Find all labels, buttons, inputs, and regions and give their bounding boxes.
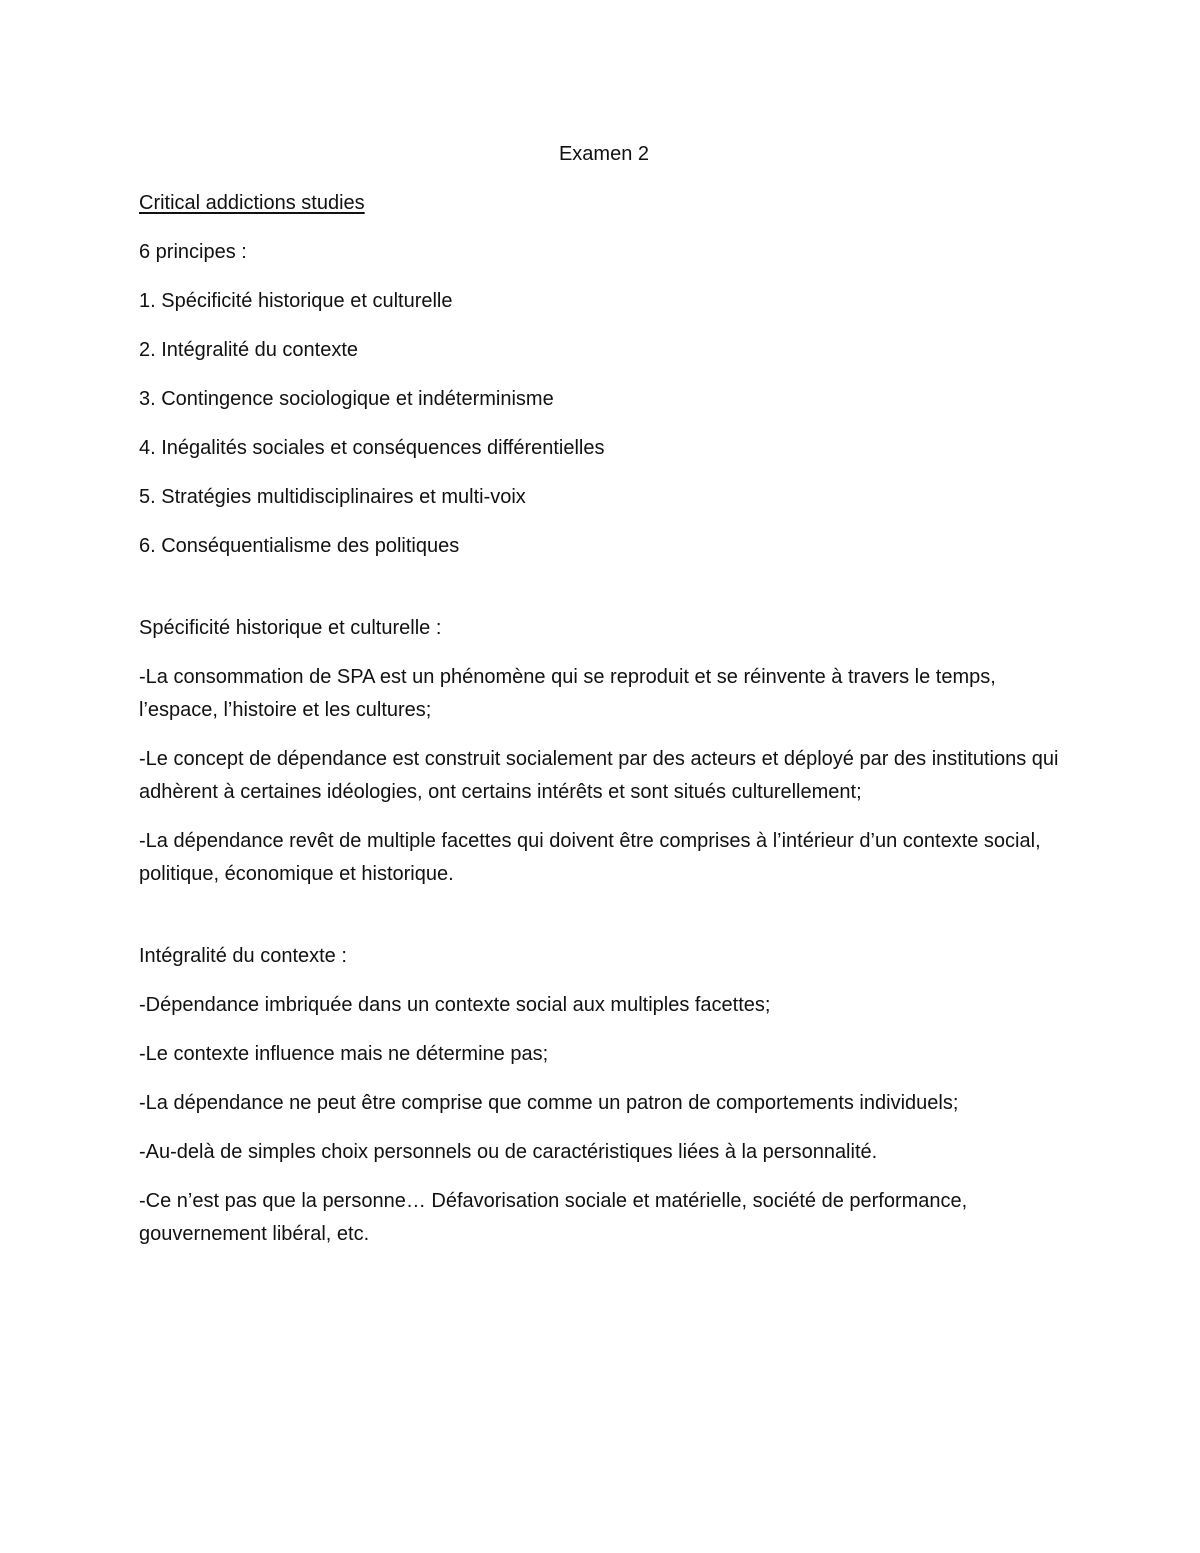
principles-list bbox=[139, 285, 1069, 563]
list-item: 1. Spécificité historique et culturelle bbox=[139, 290, 453, 312]
paragraph: -Le contexte influence mais ne détermine pas; bbox=[139, 1043, 549, 1065]
paragraph: -La dépendance ne peut être comprise que comme un patron de comportements individuels; bbox=[139, 1092, 959, 1114]
paragraph: -Ce n’est pas que la personne… Défavorisation sociale et matérielle, société de performance, gouvernement libéral, etc. bbox=[139, 1190, 968, 1245]
paragraph: -Le concept de dépendance est construit socialement par des acteurs et déployé par des institutions qui adhèrent à certaines idéologies, ont certains intérêts et sont situés culturellement; bbox=[139, 748, 1059, 803]
document-body bbox=[139, 138, 1069, 1267]
spacer bbox=[139, 579, 1069, 612]
paragraph: -Dépendance imbriquée dans un contexte social aux multiples facettes; bbox=[139, 994, 771, 1016]
list-item: 3. Contingence sociologique et indéterminisme bbox=[139, 388, 554, 410]
section-heading: Intégralité du contexte : bbox=[139, 945, 347, 967]
paragraph: -La consommation de SPA est un phénomène qui se reproduit et se réinvente à travers le temps, l’espace, l’histoire et les cultures; bbox=[139, 666, 996, 721]
spacer bbox=[139, 907, 1069, 940]
section-heading-underlined: Critical addictions studies bbox=[139, 192, 365, 214]
list-item: 4. Inégalités sociales et conséquences différentielles bbox=[139, 437, 605, 459]
paragraph: -La dépendance revêt de multiple facettes qui doivent être comprises à l’intérieur d’un contexte social, politique, économique et historique. bbox=[139, 830, 1041, 885]
document-title: Examen 2 bbox=[558, 143, 650, 165]
paragraph: -Au-delà de simples choix personnels ou de caractéristiques liées à la personnalité. bbox=[139, 1141, 878, 1163]
list-item: 5. Stratégies multidisciplinaires et multi-voix bbox=[139, 486, 526, 508]
list-item: 2. Intégralité du contexte bbox=[139, 339, 359, 361]
section-heading: Spécificité historique et culturelle : bbox=[139, 617, 442, 639]
principles-label: 6 principes : bbox=[139, 241, 247, 263]
list-item: 6. Conséquentialisme des politiques bbox=[139, 535, 460, 557]
